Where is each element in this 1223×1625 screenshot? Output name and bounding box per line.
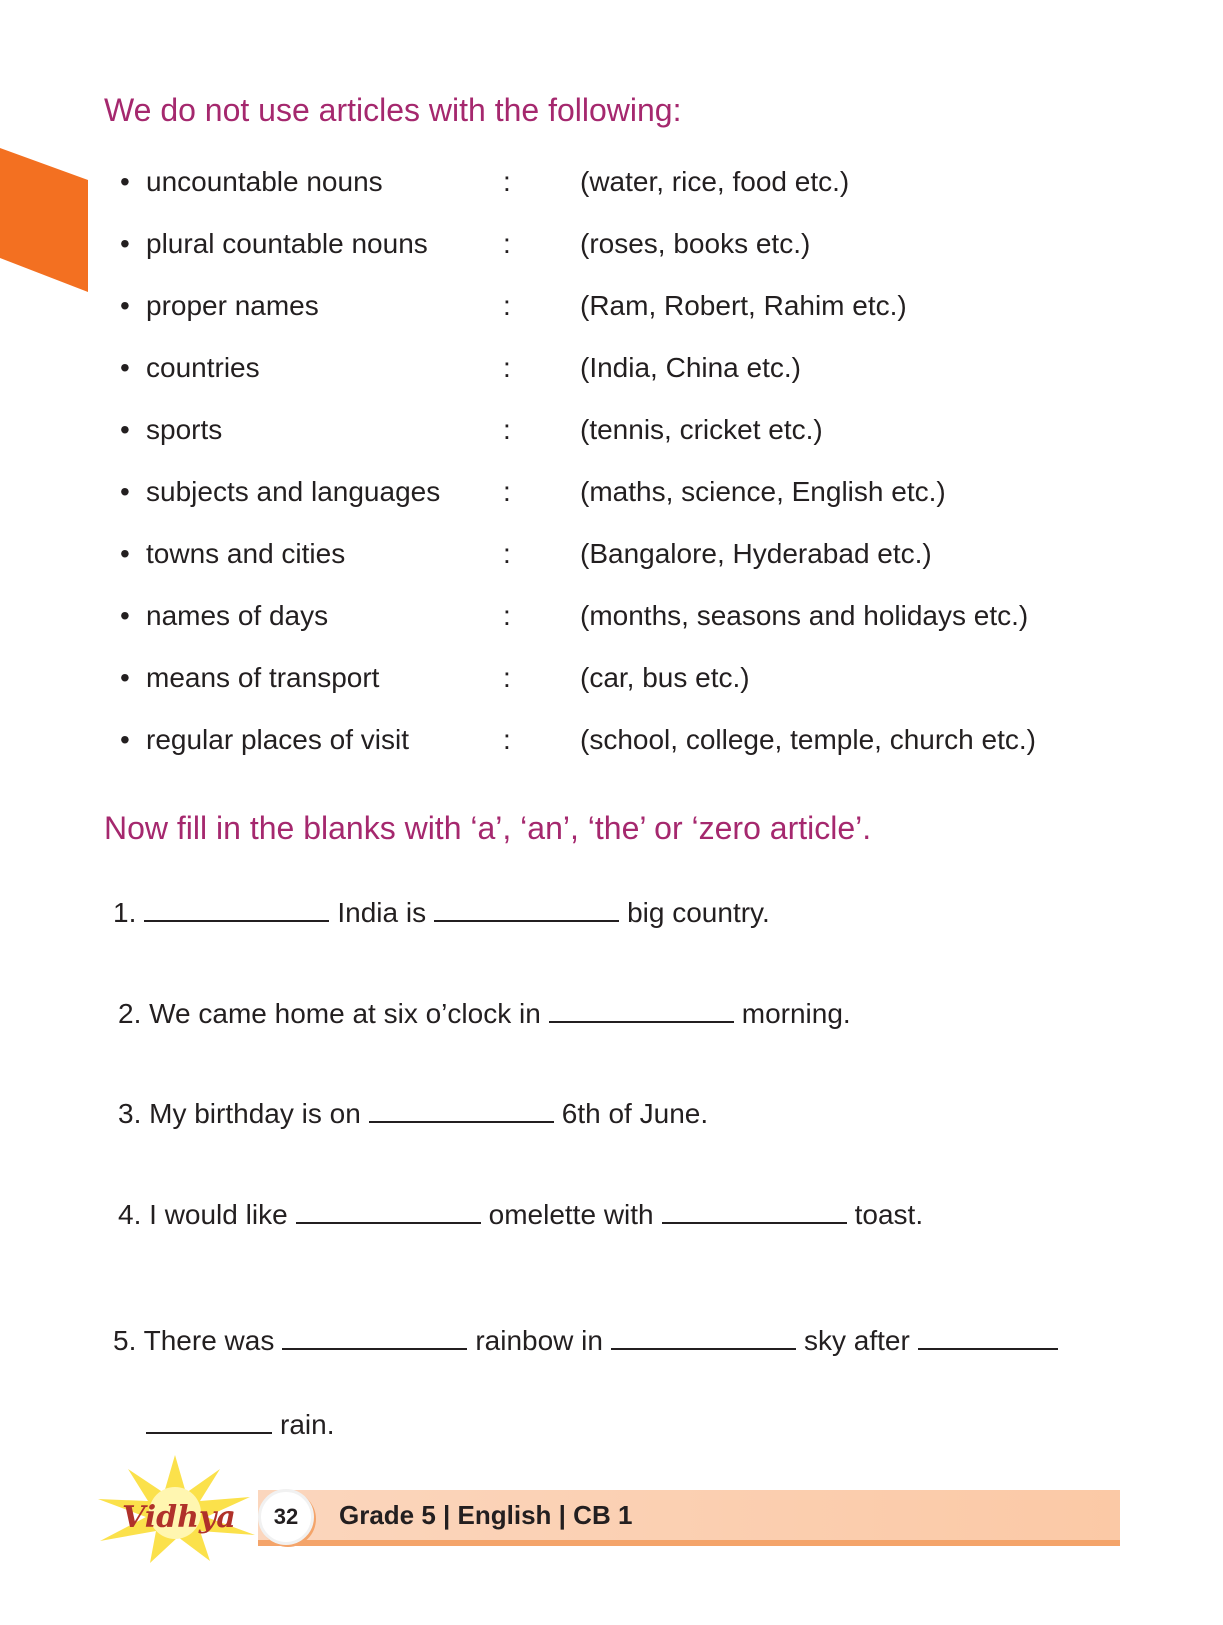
rule-examples: (school, college, temple, church etc.) [580, 724, 1036, 755]
rule-examples: (tennis, cricket etc.) [580, 414, 823, 445]
bullet: • [120, 166, 130, 197]
answer-blank[interactable] [144, 892, 329, 922]
rules-list [120, 166, 1120, 786]
colon: : [503, 600, 511, 631]
orange-corner-tab [0, 148, 88, 292]
answer-blank[interactable] [662, 1194, 847, 1224]
rule-examples: (Ram, Robert, Rahim etc.) [580, 290, 907, 321]
question-text: rainbow in [475, 1325, 603, 1356]
rule-examples: (Bangalore, Hyderabad etc.) [580, 538, 932, 569]
answer-blank[interactable] [369, 1093, 554, 1123]
bullet: • [120, 476, 130, 507]
question-text: omelette with [488, 1199, 654, 1230]
rule-row [120, 290, 1120, 352]
rule-row [120, 662, 1120, 724]
bullet: • [120, 414, 130, 445]
rule-term: sports [146, 414, 223, 445]
bullet: • [120, 600, 130, 631]
logo-wordmark: Vidhya [122, 1500, 236, 1535]
colon: : [503, 476, 511, 507]
answer-blank[interactable] [434, 892, 619, 922]
question-text: India is [337, 897, 427, 928]
rule-row [120, 600, 1120, 662]
rule-term: countries [146, 352, 260, 383]
bullet: • [120, 538, 130, 569]
question-2 [118, 993, 851, 1030]
question-1 [113, 892, 770, 929]
question-text: 2. We came home at six o’clock in [118, 998, 541, 1029]
bullet: • [120, 724, 130, 755]
heading-no-articles: We do not use articles with the following: [104, 92, 682, 128]
colon: : [503, 352, 511, 383]
rule-examples: (water, rice, food etc.) [580, 166, 850, 197]
question-3 [118, 1093, 708, 1130]
question-text: 5. There was [113, 1325, 275, 1356]
colon: : [503, 290, 511, 321]
colon: : [503, 228, 511, 259]
rule-term: subjects and languages [146, 476, 441, 507]
question-text: 6th of June. [561, 1098, 709, 1129]
colon: : [503, 724, 511, 755]
question-text: toast. [854, 1199, 924, 1230]
rule-row [120, 228, 1120, 290]
rule-term: names of days [146, 600, 329, 631]
bullet: • [120, 662, 130, 693]
answer-blank[interactable] [611, 1320, 796, 1350]
bullet: • [120, 228, 130, 259]
colon: : [503, 662, 511, 693]
rule-term: uncountable nouns [146, 166, 383, 197]
answer-blank[interactable] [146, 1404, 272, 1434]
rule-term: regular places of visit [146, 724, 410, 755]
rule-row [120, 414, 1120, 476]
rule-row [120, 724, 1120, 786]
question-5 [113, 1320, 1066, 1357]
colon: : [503, 414, 511, 445]
rule-examples: (car, bus etc.) [580, 662, 750, 693]
answer-blank[interactable] [296, 1194, 481, 1224]
rule-examples: (maths, science, English etc.) [580, 476, 946, 507]
answer-blank[interactable] [549, 993, 734, 1023]
rule-term: proper names [146, 290, 319, 321]
rule-examples: (months, seasons and holidays etc.) [580, 600, 1029, 631]
footer-label: Grade 5 | English | CB 1 [339, 1500, 633, 1530]
rule-row [120, 352, 1120, 414]
question-text: morning. [741, 998, 851, 1029]
rule-term: means of transport [146, 662, 380, 693]
heading-fill-blanks: Now fill in the blanks with ‘a’, ‘an’, ‘the’ or ‘zero article’. [104, 810, 872, 846]
page-number: 32 [258, 1489, 314, 1545]
answer-blank[interactable] [918, 1320, 1058, 1350]
rule-row [120, 166, 1120, 228]
rule-examples: (roses, books etc.) [580, 228, 811, 259]
answer-blank[interactable] [282, 1320, 467, 1350]
rule-row [120, 538, 1120, 600]
bullet: • [120, 290, 130, 321]
question-4 [118, 1194, 923, 1231]
question-5-continued [138, 1404, 334, 1441]
question-text: rain. [280, 1409, 335, 1440]
question-text: 3. My birthday is on [118, 1098, 361, 1129]
question-text: sky after [803, 1325, 910, 1356]
rule-examples: (India, China etc.) [580, 352, 801, 383]
colon: : [503, 538, 511, 569]
rule-row [120, 476, 1120, 538]
colon: : [503, 166, 511, 197]
question-text: big country. [627, 897, 770, 928]
question-text: 4. I would like [118, 1199, 288, 1230]
question-number: 1. [113, 897, 137, 928]
bullet: • [120, 352, 130, 383]
rule-term: towns and cities [146, 538, 346, 569]
rule-term: plural countable nouns [146, 228, 428, 259]
